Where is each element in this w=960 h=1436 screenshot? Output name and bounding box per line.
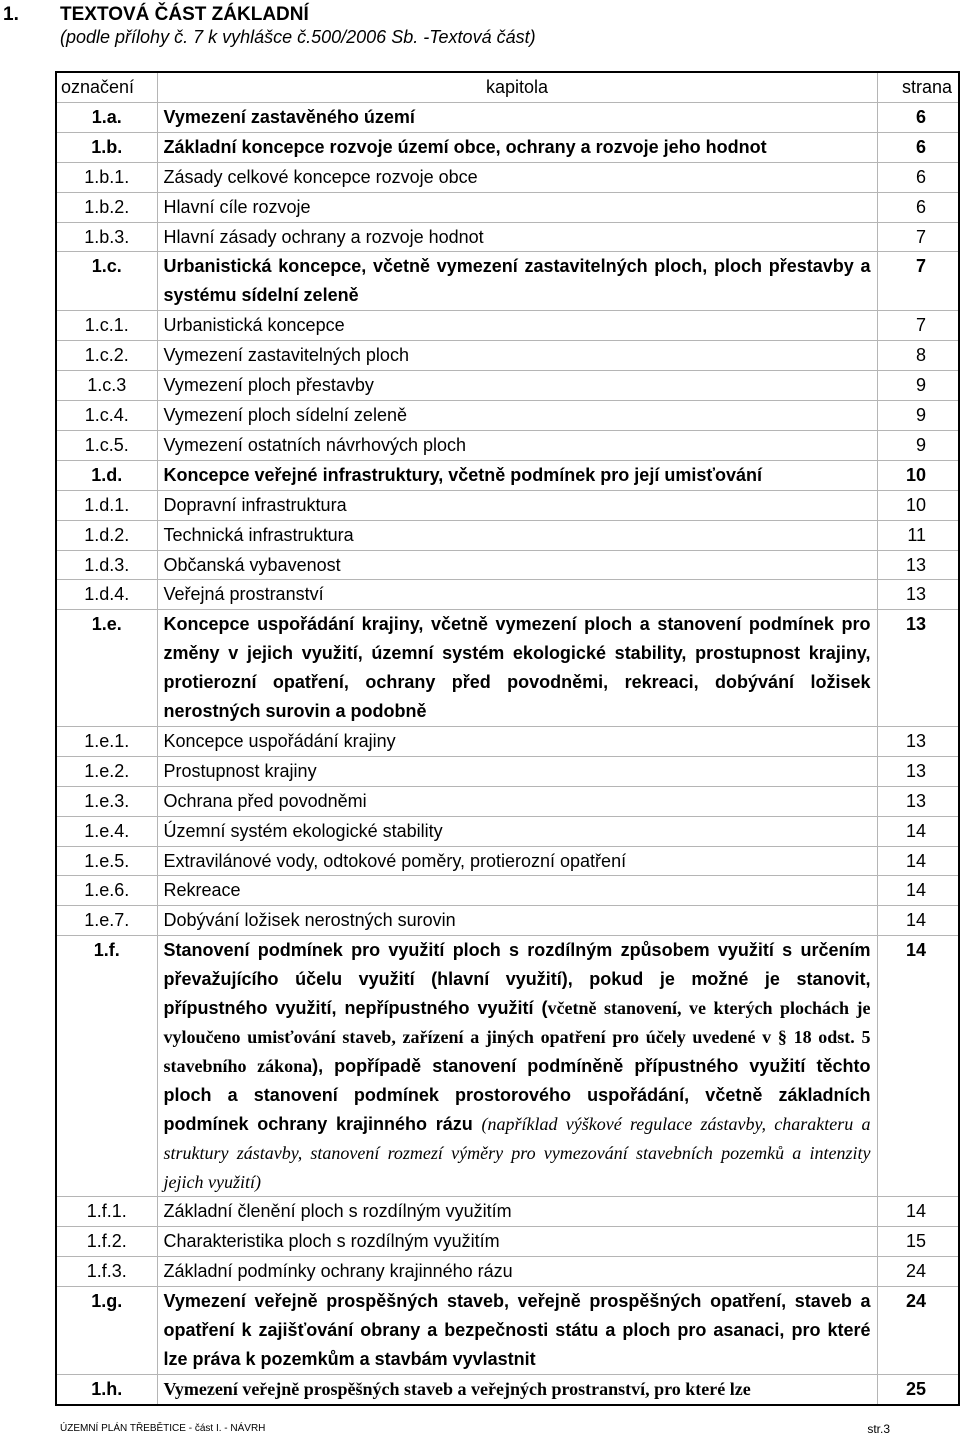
row-mark: 1.d.2.: [56, 520, 157, 550]
row-text: Veřejná prostranství: [157, 580, 877, 610]
table-row: [56, 580, 959, 610]
row-text: Urbanistická koncepce, včetně vymezení zastavitelných ploch, ploch přestavby a systému sídelní zeleně: [157, 252, 877, 311]
table-row: [56, 520, 959, 550]
table-row: [56, 400, 959, 430]
row-text: Urbanistická koncepce: [157, 311, 877, 341]
footer-page-number: str.3: [867, 1422, 890, 1436]
table-row: [56, 1227, 959, 1257]
row-text: Dopravní infrastruktura: [157, 490, 877, 520]
row-text: Vymezení zastavitelných ploch: [157, 341, 877, 371]
row-page: 9: [877, 430, 959, 460]
row-page: 11: [877, 520, 959, 550]
header-chapter: kapitola: [157, 72, 877, 102]
row-mark: 1.b.1.: [56, 162, 157, 192]
row-page: 13: [877, 786, 959, 816]
header-mark: označení: [56, 72, 157, 102]
row-text-part1: Stanovení podmínek pro využití ploch s rozdílným způsobem využití s určením převažujícího účelu využití (hlavní využití), pokud je možné je stanovit, přípustného využití, nepřípustného využití (: [163, 940, 871, 1019]
footer-text: ÚZEMNÍ PLÁN TŘEBĚTICE - část I. - NÁVRH: [60, 1423, 266, 1434]
table-row: [56, 162, 959, 192]
row-mark: 1.g.: [56, 1287, 157, 1375]
row-text: Dobývání ložisek nerostných surovin: [157, 906, 877, 936]
table-row: [56, 906, 959, 936]
row-text-part3: ), popřípadě stanovení podmíněně přípustného využití těchto ploch a stanovení podmínek prostorového uspořádání, včetně základních podmínek ochrany krajinného rázu: [163, 1055, 871, 1134]
row-page: 6: [877, 132, 959, 162]
row-mark: 1.f.: [56, 936, 157, 1197]
row-text: Ochrana před povodněmi: [157, 786, 877, 816]
row-text-part4: (například výškové regulace zástavby, charakteru a struktury zástavby, stanovení rozmezí výměry pro vymezování stavebních pozemků a intenzity jejich využití): [163, 1113, 871, 1192]
row-mark: 1.c.2.: [56, 341, 157, 371]
row-page: 8: [877, 341, 959, 371]
row-text: Občanská vybavenost: [157, 550, 877, 580]
row-text: Vymezení veřejně prospěšných staveb, veřejně prospěšných opatření, staveb a opatření k zajišťování obrany a bezpečnosti státu a ploch pro asanaci, pro které lze práva k pozemkům a stavbám vyvlastnit: [157, 1287, 877, 1375]
row-mark: 1.e.7.: [56, 906, 157, 936]
row-mark: 1.e.1.: [56, 726, 157, 756]
row-text: Koncepce veřejné infrastruktury, včetně podmínek pro její umisťování: [157, 460, 877, 490]
row-page: 13: [877, 726, 959, 756]
row-page: 24: [877, 1257, 959, 1287]
row-mark: 1.b.: [56, 132, 157, 162]
table-row: [56, 371, 959, 401]
row-mark: 1.f.2.: [56, 1227, 157, 1257]
table-row: [56, 222, 959, 252]
row-mark: 1.d.3.: [56, 550, 157, 580]
row-text: Zásady celkové koncepce rozvoje obce: [157, 162, 877, 192]
header-page: strana: [877, 72, 959, 102]
table-row: [56, 756, 959, 786]
row-mark: 1.d.4.: [56, 580, 157, 610]
table-row: [56, 341, 959, 371]
row-mark: 1.c.3: [56, 371, 157, 401]
table-row: [56, 1257, 959, 1287]
row-text: Základní podmínky ochrany krajinného rázu: [157, 1257, 877, 1287]
row-text: Extravilánové vody, odtokové poměry, protierozní opatření: [157, 846, 877, 876]
row-mark: 1.c.: [56, 252, 157, 311]
row-text: Vymezení ploch přestavby: [157, 371, 877, 401]
row-text-serif: Vymezení veřejně prospěšných staveb a veřejných prostranství, pro které lze: [163, 1378, 751, 1399]
row-mark: 1.b.2.: [56, 192, 157, 222]
row-text: Koncepce uspořádání krajiny, včetně vymezení ploch a stanovení podmínek pro změny v jejich využití, územní systém ekologické stability, prostupnost krajiny, protierozní opatření, ochrany před povodněmi, rekreaci, dobývání ložisek nerostných surovin a podobně: [157, 610, 877, 727]
row-mark: 1.c.5.: [56, 430, 157, 460]
table-row: [56, 252, 959, 311]
row-mark: 1.e.6.: [56, 876, 157, 906]
row-text: Vymezení ploch sídelní zeleně: [157, 400, 877, 430]
row-page: 6: [877, 102, 959, 132]
row-page: 14: [877, 936, 959, 1197]
row-mark: 1.f.3.: [56, 1257, 157, 1287]
table-row: [56, 610, 959, 727]
table-row: [56, 786, 959, 816]
row-page: 15: [877, 1227, 959, 1257]
table-row: [56, 876, 959, 906]
row-page: 6: [877, 192, 959, 222]
row-page: 14: [877, 876, 959, 906]
row-text: Hlavní cíle rozvoje: [157, 192, 877, 222]
row-mark: 1.e.3.: [56, 786, 157, 816]
row-page: 14: [877, 906, 959, 936]
row-page: 13: [877, 580, 959, 610]
table-row: [56, 1374, 959, 1404]
row-text: Vymezení ostatních návrhových ploch: [157, 430, 877, 460]
row-page: 10: [877, 460, 959, 490]
row-text-part2: včetně stanovení, ve kterých plochách je vyloučeno umisťování staveb, zařízení a jiných opatření pro účely uvedené v § 18 odst. 5 stavebního zákona: [163, 998, 871, 1076]
table-row: [56, 311, 959, 341]
row-page: 10: [877, 490, 959, 520]
row-page: 7: [877, 222, 959, 252]
table-row: [56, 460, 959, 490]
row-mark: 1.f.1.: [56, 1197, 157, 1227]
table-of-contents: [55, 71, 960, 1406]
row-page: 14: [877, 1197, 959, 1227]
table-row: [56, 1287, 959, 1375]
table-header-row: [56, 72, 959, 102]
section-title: TEXTOVÁ ČÁST ZÁKLADNÍ: [60, 4, 309, 25]
table-row: [56, 936, 959, 1197]
row-text: Prostupnost krajiny: [157, 756, 877, 786]
row-text: Rekreace: [157, 876, 877, 906]
table-row: [56, 490, 959, 520]
row-mark: 1.e.: [56, 610, 157, 727]
row-page: 14: [877, 816, 959, 846]
row-text: Technická infrastruktura: [157, 520, 877, 550]
table-row: [56, 102, 959, 132]
table-row: [56, 846, 959, 876]
row-page: 25: [877, 1374, 959, 1404]
row-mark: 1.h.: [56, 1374, 157, 1404]
table-row: [56, 1197, 959, 1227]
row-mark: 1.b.3.: [56, 222, 157, 252]
row-mark: 1.c.4.: [56, 400, 157, 430]
row-page: 7: [877, 311, 959, 341]
row-page: 6: [877, 162, 959, 192]
section-subtitle: (podle přílohy č. 7 k vyhlášce č.500/2006 Sb. -Textová část): [60, 27, 536, 47]
row-page: 13: [877, 610, 959, 727]
row-text: Charakteristika ploch s rozdílným využitím: [157, 1227, 877, 1257]
table-row: [56, 726, 959, 756]
table-row: [56, 132, 959, 162]
row-page: 9: [877, 371, 959, 401]
row-text: Základní koncepce rozvoje území obce, ochrany a rozvoje jeho hodnot: [157, 132, 877, 162]
row-page: 14: [877, 846, 959, 876]
section-number: 1.: [3, 4, 19, 25]
table-row: [56, 430, 959, 460]
row-text: [157, 936, 877, 1197]
row-text: [157, 1374, 877, 1404]
row-page: 7: [877, 252, 959, 311]
row-text: Hlavní zásady ochrany a rozvoje hodnot: [157, 222, 877, 252]
row-text: Územní systém ekologické stability: [157, 816, 877, 846]
row-mark: 1.a.: [56, 102, 157, 132]
row-page: 13: [877, 756, 959, 786]
row-mark: 1.e.2.: [56, 756, 157, 786]
row-mark: 1.c.1.: [56, 311, 157, 341]
row-mark: 1.d.1.: [56, 490, 157, 520]
row-page: 9: [877, 400, 959, 430]
row-mark: 1.e.5.: [56, 846, 157, 876]
table-row: [56, 550, 959, 580]
row-page: 24: [877, 1287, 959, 1375]
row-text: Vymezení zastavěného území: [157, 102, 877, 132]
row-mark: 1.d.: [56, 460, 157, 490]
table-row: [56, 192, 959, 222]
row-text: Koncepce uspořádání krajiny: [157, 726, 877, 756]
row-mark: 1.e.4.: [56, 816, 157, 846]
row-page: 13: [877, 550, 959, 580]
row-text: Základní členění ploch s rozdílným využitím: [157, 1197, 877, 1227]
table-row: [56, 816, 959, 846]
